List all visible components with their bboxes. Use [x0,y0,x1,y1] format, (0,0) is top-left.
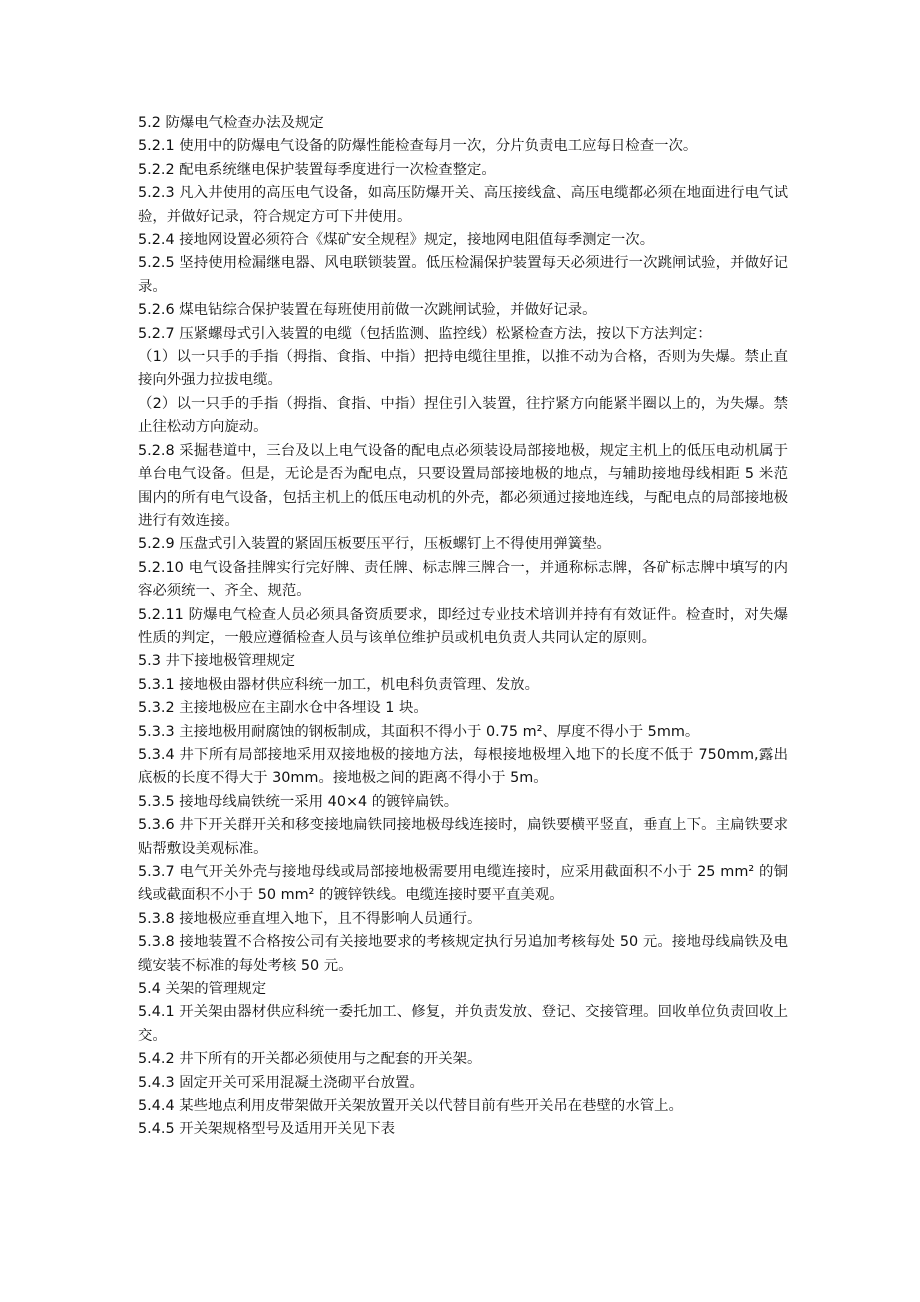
document-body [138,112,788,1142]
clause-5-2-7-item-2: （2）以一只手的手指（拇指、食指、中指）捏住引入装置，往拧紧方向能紧半圈以上的，为失爆。禁止往松动方向旋动。 [138,395,788,436]
clause-5-2-9: 5.2.9 压盘式引入装置的紧固压板要压平行，压板螺钉上不得使用弹簧垫。 [138,536,611,553]
clause-5-2-8: 5.2.8 采掘巷道中，三台及以上电气设备的配电点必须装设局部接地极，规定主机上的低压电动机属于单台电气设备。但是，无论是否为配电点，只要设置局部接地极的地点，与辅助接地母线相距 5 米范围内的所有电气设备，包括主机上的低压电动机的外壳，都必须通过接地连线，与配电点的局部接地极进行有效连接。 [138,442,788,529]
clause-5-4-2: 5.4.2 井下所有的开关都必须使用与之配套的开关架。 [138,1051,482,1068]
clause-5-2-10: 5.2.10 电气设备挂牌实行完好牌、责任牌、标志牌三牌合一，并通称标志牌，各矿标志牌中填写的内容必须统一、齐全、规范。 [138,559,788,600]
clause-5-3-4: 5.3.4 井下所有局部接地采用双接地极的接地方法，每根接地极埋入地下的长度不低于 750mm,露出底板的长度不得大于 30mm。接地极之间的距离不得小于 5m。 [138,746,788,787]
clause-5-3-6: 5.3.6 井下开关群开关和移变接地扁铁同接地极母线连接时，扁铁要横平竖直，垂直上下。主扁铁要求贴帮敷设美观标准。 [138,817,788,857]
clause-5-2-2: 5.2.2 配电系统继电保护装置每季度进行一次检查整定。 [138,161,496,178]
clause-5-3-5: 5.3.5 接地母线扁铁统一采用 40×4 的镀锌扁铁。 [138,793,459,810]
clause-5-4-1: 5.4.1 开关架由器材供应科统一委托加工、修复，并负责发放、登记、交接管理。回收单位负责回收上交。 [138,1004,788,1044]
clause-5-2-5: 5.2.5 坚持使用检漏继电器、风电联锁装置。低压检漏保护装置每天必须进行一次跳闸试验，并做好记录。 [138,255,788,295]
clause-5-3-8: 5.3.8 接地极应垂直埋入地下，且不得影响人员通行。 [138,910,482,927]
clause-5-4-4: 5.4.4 某些地点利用皮带架做开关架放置开关以代替目前有些开关吊在巷壁的水管上。 [138,1098,683,1115]
clause-5-3-8-assessment: 5.3.8 接地装置不合格按公司有关接地要求的考核规定执行另追加考核每处 50 元。接地母线扁铁及电缆安装不标准的每处考核 50 元。 [138,934,788,974]
clause-5-2-3: 5.2.3 凡入井使用的高压电气设备，如高压防爆开关、高压接线盒、高压电缆都必须在地面进行电气试验，并做好记录，符合规定方可下井使用。 [138,185,788,225]
clause-5-3-2: 5.3.2 主接地极应在主副水仓中各埋设 1 块。 [138,700,428,717]
clause-5-3-3: 5.3.3 主接地极用耐腐蚀的钢板制成，其面积不得小于 0.75 m²、厚度不得小于 5mm。 [138,723,700,740]
clause-5-2-4: 5.2.4 接地网设置必须符合《煤矿安全规程》规定，接地网电阻值每季测定一次。 [138,232,655,249]
clause-5-4-5: 5.4.5 开关架规格型号及适用开关见下表 [138,1121,396,1138]
section-heading-5-3: 5.3 井下接地极管理规定 [138,653,295,670]
clause-5-2-6: 5.2.6 煤电钻综合保护装置在每班使用前做一次跳闸试验，并做好记录。 [138,302,597,319]
clause-5-3-7: 5.3.7 电气开关外壳与接地母线或局部接地极需要用电缆连接时，应采用截面积不小于 25 mm² 的铜线或截面积不小于 50 mm² 的镀锌铁线。电缆连接时要平直美观。 [138,864,788,904]
clause-5-2-1: 5.2.1 使用中的防爆电气设备的防爆性能检查每月一次，分片负责电工应每日检查一次。 [138,138,698,155]
clause-5-4-3: 5.4.3 固定开关可采用混凝土浇砌平台放置。 [138,1074,424,1091]
section-heading-5-4: 5.4 关架的管理规定 [138,981,267,998]
clause-5-2-7-item-1: （1）以一只手的手指（拇指、食指、中指）把持电缆往里推，以推不动为合格，否则为失爆。禁止直接向外强力拉拔电缆。 [138,349,788,389]
section-heading-5-2: 5.2 防爆电气检查办法及规定 [138,115,324,131]
clause-5-3-1: 5.3.1 接地极由器材供应科统一加工，机电科负责管理、发放。 [138,676,539,693]
clause-5-2-7: 5.2.7 压紧螺母式引入装置的电缆（包括监测、监控线）松紧检查方法，按以下方法判定： [138,325,712,342]
clause-5-2-11: 5.2.11 防爆电气检查人员必须具备资质要求，即经过专业技术培训并持有有效证件。检查时，对失爆性质的判定，一般应遵循检查人员与该单位维护员或机电负责人共同认定的原则。 [138,606,788,646]
